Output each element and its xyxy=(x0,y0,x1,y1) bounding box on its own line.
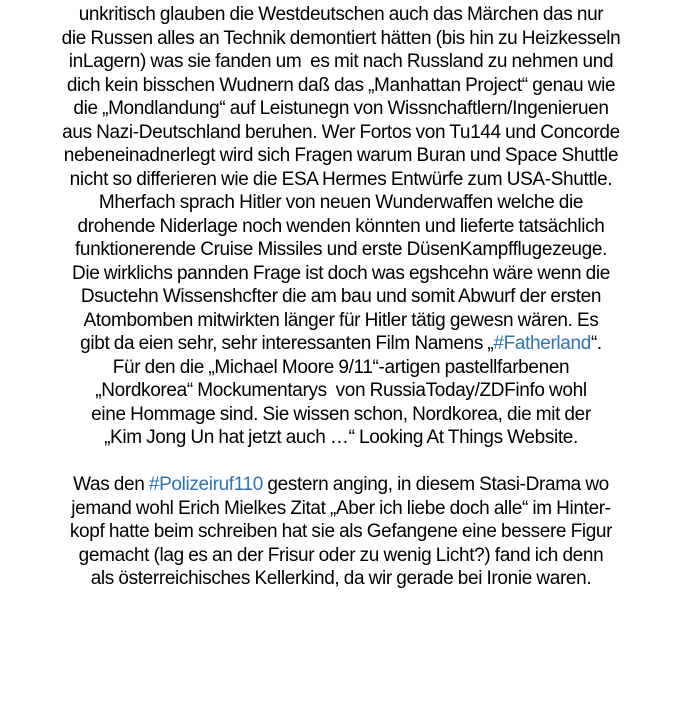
text-line: funktionerende Cruise Missiles und erste DüsenKampfflugezeuge. xyxy=(74,239,608,260)
text-line: Mherfach sprach Hitler von neuen Wunderwaffen welche die xyxy=(98,192,584,213)
text-segment: Was den xyxy=(73,474,149,495)
text-line-with-hashtag xyxy=(0,473,682,497)
text-line: Dsuctehn Wissenshcfter die am bau und somit Abwurf der ersten xyxy=(80,286,602,307)
hashtag-fatherland-link[interactable]: #Fatherland xyxy=(493,333,591,354)
text-line: Atombomben mitwirkten länger für Hitler tätig gewesn wären. Es xyxy=(83,309,599,331)
text-line: „Nordkorea“ Mockumentarys von RussiaToday/ZDFinfo wohl xyxy=(95,380,587,401)
text-line: jemand wohl Erich Mielkes Zitat „Aber ich liebe doch alle“ im Hinter- xyxy=(71,497,611,519)
text-line: gemacht (lag es an der Frisur oder zu wenig Licht?) fand ich denn xyxy=(78,544,604,566)
text-line: inLagern) was sie fanden um es mit nach Russland zu nehmen und xyxy=(68,51,614,72)
text-line: kopf hatte beim schreiben hat sie als Gefangene eine bessere Figur xyxy=(69,521,613,542)
text-segment: gibt da eien sehr, sehr interessanten Film Namens „ xyxy=(80,333,494,354)
text-line: „Kim Jong Un hat jetzt auch …“ Looking At Things Website. xyxy=(104,427,578,448)
text-line: dich kein bisschen Wudnern daß das „Manhattan Project“ genau wie xyxy=(66,74,616,96)
hashtag-polizeiruf110-link[interactable]: #Polizeiruf110 xyxy=(148,474,263,495)
text-line: drohende Niderlage noch wenden könnten und lieferte tatsächlich xyxy=(77,215,605,237)
text-line: eine Hommage sind. Sie wissen schon, Nordkorea, die mit der xyxy=(91,403,591,425)
text-line: aus Nazi-Deutschland beruhen. Wer Fortos von Tu144 und Concorde xyxy=(62,121,620,143)
text-line: unkritisch glauben die Westdeutschen auch das Märchen das nur xyxy=(78,4,604,25)
paragraph-2 xyxy=(0,473,682,591)
text-line-with-hashtag xyxy=(0,332,682,356)
text-line: die Russen alles an Technik demontiert hätten (bis hin zu Heizkesseln xyxy=(61,27,621,49)
text-segment: “. xyxy=(590,333,602,354)
text-line: die „Mondlandung“ auf Leistunegn von Wissnchaftlern/Ingenieruen xyxy=(73,98,609,119)
text-line: nebeneinadnerlegt wird sich Fragen warum Buran und Space Shuttle xyxy=(63,145,619,166)
text-line: als österreichisches Kellerkind, da wir gerade bei Ironie waren. xyxy=(90,568,592,589)
paragraph-gap xyxy=(0,450,682,474)
text-line: nicht so differieren wie die ESA Hermes Entwürfe zum USA-Shuttle. xyxy=(69,168,613,190)
text-segment: gestern anging, in diesem Stasi-Drama wo xyxy=(262,474,609,495)
text-line: Für den die „Michael Moore 9/11“-artigen pastellfarbenen xyxy=(112,356,570,378)
text-line: Die wirklichs pannden Frage ist doch was egshcehn wäre wenn die xyxy=(72,262,610,284)
